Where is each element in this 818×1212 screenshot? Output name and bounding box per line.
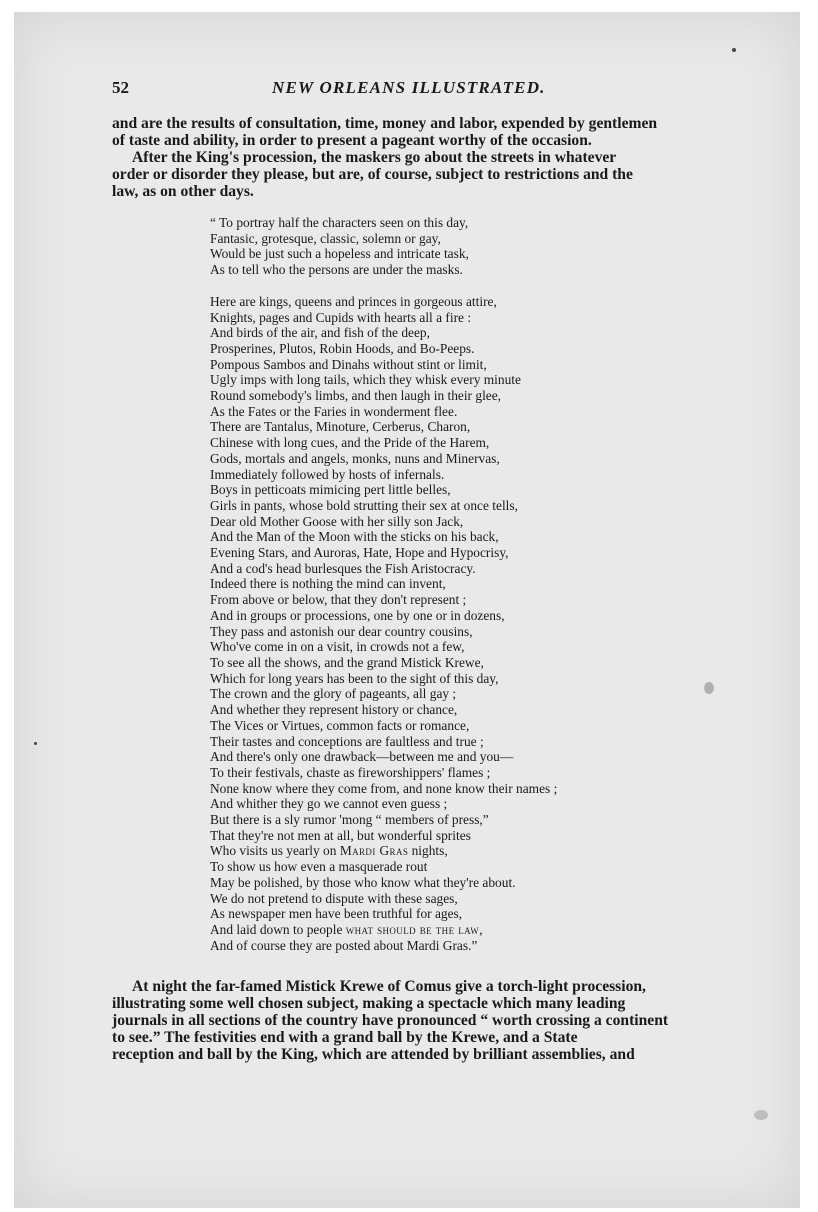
poem-line-law (210, 922, 710, 938)
poem-line: Chinese with long cues, and the Pride of the Harem, (210, 435, 490, 451)
poem-line: As to tell who the persons are under the masks. (210, 262, 463, 278)
poem-line: Evening Stars, and Auroras, Hate, Hope and Hypocrisy, (210, 545, 509, 561)
poem-line: Prosperines, Plutos, Robin Hoods, and Bo-Peeps. (210, 340, 475, 356)
poem-line: Round somebody's limbs, and then laugh in their glee, (210, 388, 502, 404)
text-line: After the King's procession, the maskers go about the streets in whatever (132, 149, 617, 166)
poem-line: The crown and the glory of pageants, all gay ; (210, 686, 457, 702)
small-caps-run: what should be the law, (345, 921, 483, 937)
poem-stanza-1 (210, 215, 710, 278)
text-line: At night the far-famed Mistick Krewe of Comus give a torch-light procession, (132, 978, 646, 995)
poem-line: And of course they are posted about Mardi Gras.” (210, 937, 478, 953)
text-line: illustrating some well chosen subject, making a spectacle which many leading (112, 995, 626, 1012)
poem-line: Pompous Sambos and Dinahs without stint or limit, (210, 356, 487, 372)
poem-line: To see all the shows, and the grand Mistick Krewe, (210, 654, 484, 670)
poem-line: Girls in pants, whose bold strutting their sex at once tells, (210, 497, 518, 513)
closing-paragraph (112, 978, 724, 1063)
poem-stanza-2 (210, 294, 710, 954)
text-line: to see.” The festivities end with a grand ball by the Krewe, and a State (112, 1029, 578, 1046)
poem-line: Gods, mortals and angels, monks, nuns and Minervas, (210, 450, 500, 466)
poem-line: Would be just such a hopeless and intricate task, (210, 246, 469, 262)
poem-line: Indeed there is nothing the mind can invent, (210, 576, 446, 592)
paper-speck (754, 1110, 768, 1120)
poem-line: That they're not men at all, but wonderful sprites (210, 827, 471, 843)
intro-paragraph (112, 115, 724, 200)
text-line: of taste and ability, in order to present a pageant worthy of the occasion. (112, 132, 592, 149)
poem-line: To their festivals, chaste as fireworshippers' flames ; (210, 764, 491, 780)
text-line: reception and ball by the King, which are attended by brilliant assemblies, and (112, 1046, 635, 1063)
poem-line: Fantasic, grotesque, classic, solemn or gay, (210, 230, 441, 246)
poem-line: The Vices or Virtues, common facts or romance, (210, 717, 470, 733)
stanza-gap (210, 278, 710, 294)
poem-line: From above or below, that they don't represent ; (210, 592, 467, 608)
poem-line: “ To portray half the characters seen on this day, (210, 215, 469, 230)
text-line: law, as on other days. (112, 183, 254, 200)
paper-speck (704, 682, 714, 694)
poem-line: And there's only one drawback—between me and you— (210, 749, 514, 765)
text-run: And laid down to people (210, 921, 346, 937)
poem-line: To show us how even a masquerade rout (210, 859, 428, 875)
poem-line: Knights, pages and Cupids with hearts all a fire : (210, 309, 472, 325)
book-page (14, 12, 800, 1208)
poem-line: And birds of the air, and fish of the deep, (210, 325, 430, 341)
small-caps-run: Mardi Gras (339, 843, 409, 859)
page-number: 52 (112, 78, 129, 97)
paper-speck (732, 48, 736, 52)
poem-line: And in groups or processions, one by one or in dozens, (210, 607, 505, 623)
poem-line: And whither they go we cannot even guess ; (210, 796, 448, 812)
poem-line: Which for long years has been to the sight of this day, (210, 670, 499, 686)
poem-line: They pass and astonish our dear country cousins, (210, 623, 473, 639)
poem-line: Immediately followed by hosts of infernals. (210, 466, 445, 482)
poem-line: Here are kings, queens and princes in gorgeous attire, (210, 293, 497, 309)
poem-line: Their tastes and conceptions are faultless and true ; (210, 733, 484, 749)
poem-line: As newspaper men have been truthful for ages, (210, 906, 463, 922)
poem-line: None know where they come from, and none know their names ; (210, 780, 558, 796)
poem-line: May be polished, by those who know what they're about. (210, 874, 516, 890)
poem-line: And the Man of the Moon with the sticks on his back, (210, 529, 499, 545)
poem-line: Dear old Mother Goose with her silly son Jack, (210, 513, 464, 529)
text-line: journals in all sections of the country have pronounced “ worth crossing a continent (112, 1012, 669, 1029)
paper-speck (34, 742, 37, 745)
poem-line: And a cod's head burlesques the Fish Aristocracy. (210, 560, 476, 576)
running-title: NEW ORLEANS ILLUSTRATED. (272, 78, 546, 97)
poem-line: Boys in petticoats mimicing pert little belles, (210, 482, 451, 498)
poem-line: As the Fates or the Faries in wonderment flee. (210, 403, 458, 419)
poem-line-mardi-gras (210, 843, 710, 859)
text-line: order or disorder they please, but are, of course, subject to restrictions and the (112, 166, 633, 183)
text-run: Who visits us yearly on (210, 843, 340, 859)
page-header (112, 78, 712, 106)
poem-line: And whether they represent history or chance, (210, 702, 458, 718)
poem-line: Who've come in on a visit, in crowds not a few, (210, 639, 465, 655)
poem-line: Ugly imps with long tails, which they whisk every minute (210, 372, 521, 388)
poem-line: We do not pretend to dispute with these sages, (210, 890, 458, 906)
poem (210, 215, 710, 953)
text-run: nights, (408, 843, 448, 859)
poem-line: But there is a sly rumor 'mong “ members of press,” (210, 812, 489, 828)
text-line: and are the results of consultation, time, money and labor, expended by gentlemen (112, 115, 658, 132)
poem-line: There are Tantalus, Minoture, Cerberus, Charon, (210, 419, 471, 435)
